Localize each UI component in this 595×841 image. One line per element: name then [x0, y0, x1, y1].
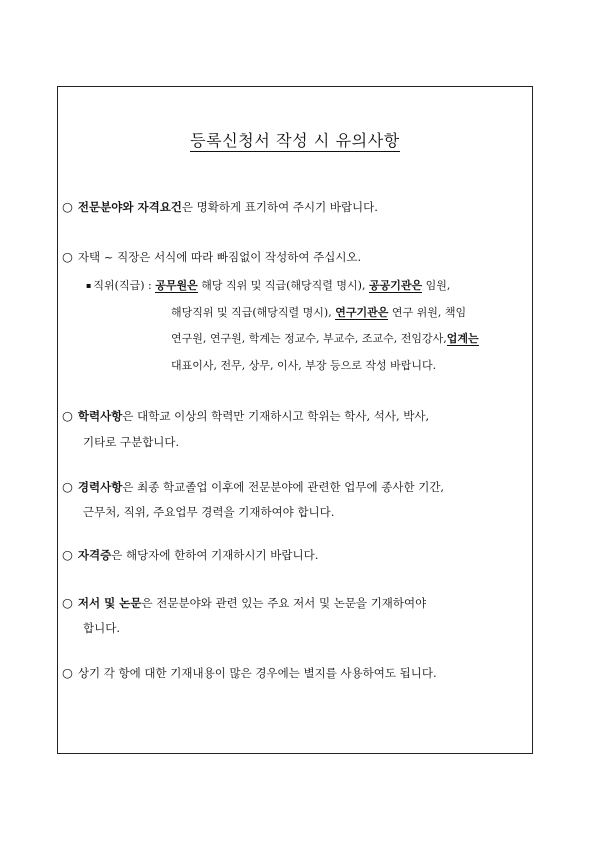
position-guide-text-a: 해당 직위 및 직급(해당직렬 명시),	[201, 279, 366, 292]
page-title-text: 등록신청서 작성 시 유의사항	[190, 131, 400, 150]
note-education-keyword: 학력사항	[77, 409, 123, 423]
note-publications-text-2: 합니다.	[83, 621, 120, 635]
square-bullet-icon: ▪	[86, 281, 92, 290]
note-specialty	[62, 200, 378, 214]
position-guide-line2-b: 연구 위원, 책임	[391, 306, 467, 319]
position-guide-line2-a: 해당직위 및 직급(해당직렬 명시),	[171, 306, 332, 319]
note-career-line-2	[83, 505, 334, 519]
position-guide-line-2	[171, 306, 466, 320]
note-specialty-keyword: 전문분야와 자격요건	[77, 200, 182, 214]
note-career-text-2: 근무처, 직위, 주요업무 경력을 기재하여야 합니다.	[83, 505, 335, 519]
circle-bullet-icon: ○	[62, 595, 73, 610]
note-certificate-text: 은 해당자에 한하여 기재하시기 바랍니다.	[111, 548, 319, 562]
note-education-text-2: 기타로 구분합니다.	[83, 435, 180, 449]
keyword-industry: 업계는	[446, 332, 479, 345]
note-education	[62, 409, 429, 423]
position-guide-text-b: 임원,	[425, 279, 451, 292]
note-certificate	[62, 548, 318, 562]
note-publications-keyword: 저서 및 논문	[77, 596, 142, 610]
position-guide-prefix: 직위(직급) :	[93, 279, 152, 292]
note-career-text: 은 최종 학교졸업 이후에 전문분야에 관련한 업무에 종사한 기간,	[122, 480, 445, 494]
note-publications-line-2	[83, 621, 120, 635]
position-guide-line3-a: 연구원, 연구원, 학계는 정교수, 부교수, 조교수, 전임강사,	[171, 332, 447, 345]
note-publications-text: 은 전문분야와 관련 있는 주요 저서 및 논문을 기재하여야	[141, 596, 427, 610]
note-career	[62, 480, 444, 494]
note-specialty-text: 은 명확하게 표기하여 주시기 바랍니다.	[181, 200, 378, 214]
keyword-public-institution: 공공기관은	[368, 279, 423, 292]
note-education-text: 은 대학교 이상의 학력만 기재하시고 학위는 학사, 석사, 박사,	[122, 409, 430, 423]
position-guide-line-3	[171, 332, 479, 346]
page-title	[58, 128, 532, 151]
notice-frame	[57, 86, 533, 754]
position-guide-line-4	[171, 359, 436, 373]
note-address-text: 자택 ~ 직장은 서식에 따라 빠짐없이 작성하여 주십시오.	[77, 250, 362, 264]
position-guide-line-1	[86, 279, 450, 293]
circle-bullet-icon: ○	[62, 249, 73, 264]
note-attachment-text: 상기 각 항에 대한 기재내용이 많은 경우에는 별지를 사용하여도 됩니다.	[77, 666, 437, 680]
circle-bullet-icon: ○	[62, 547, 73, 562]
note-certificate-keyword: 자격증	[77, 548, 112, 562]
note-address	[62, 250, 361, 264]
keyword-public-servant: 공무원은	[155, 279, 198, 292]
note-career-keyword: 경력사항	[77, 480, 123, 494]
position-guide-line4: 대표이사, 전무, 상무, 이사, 부장 등으로 작성 바랍니다.	[171, 359, 437, 372]
circle-bullet-icon: ○	[62, 199, 73, 214]
note-publications	[62, 596, 426, 610]
keyword-research-institute: 연구기관은	[335, 306, 389, 319]
circle-bullet-icon: ○	[62, 665, 73, 680]
note-attachment	[62, 666, 437, 680]
circle-bullet-icon: ○	[62, 408, 73, 423]
circle-bullet-icon: ○	[62, 479, 73, 494]
note-education-line-2	[83, 435, 179, 449]
